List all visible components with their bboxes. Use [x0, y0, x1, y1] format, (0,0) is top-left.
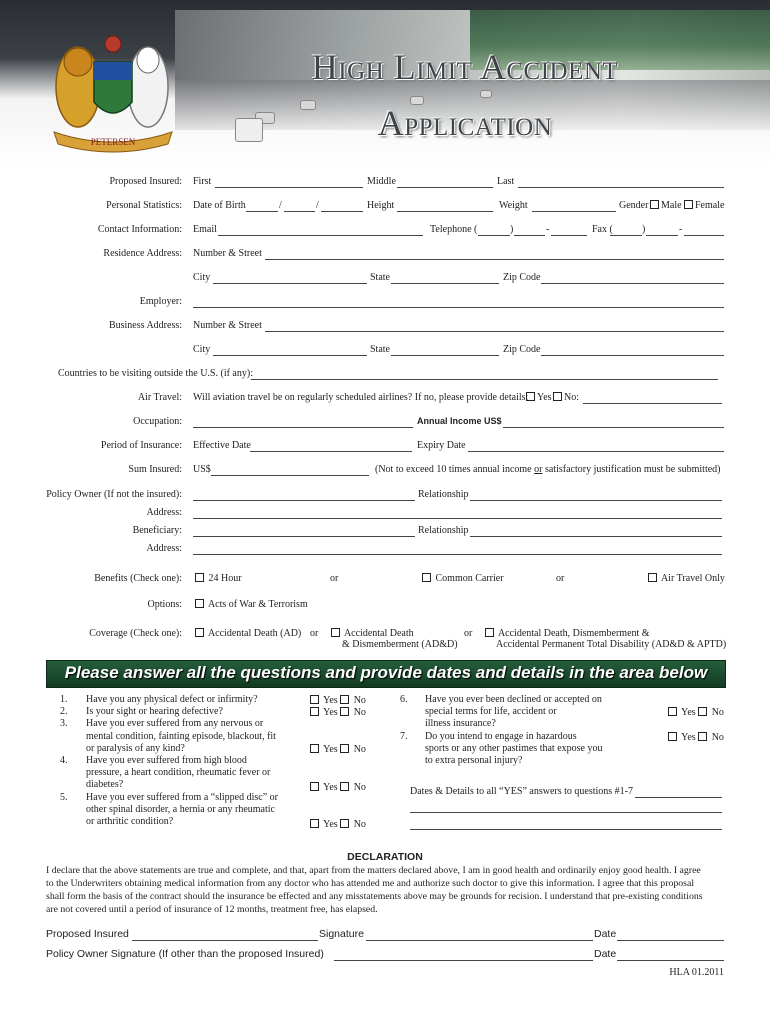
title-line-1: High Limit Accident [311, 47, 619, 87]
residence-zip-field[interactable] [541, 283, 724, 284]
owner-relationship-label: Relationship [418, 489, 469, 500]
checkbox-icon [310, 707, 319, 716]
owner-address-label: Address: [146, 507, 182, 518]
dob-separator: / [316, 200, 319, 211]
contact-information-label: Contact Information: [97, 224, 182, 235]
employer-label: Employer: [139, 296, 182, 307]
questions-numbers-right: 6. 7. [400, 694, 408, 742]
business-street-label: Number & Street [193, 320, 262, 331]
details-field-1[interactable] [635, 797, 722, 798]
owner-relationship-field[interactable] [470, 500, 722, 501]
checkbox-icon [698, 732, 707, 741]
or-text: or [330, 573, 339, 584]
gender-female-checkbox[interactable] [684, 200, 724, 211]
countries-label: Countries to be visiting outside the U.S. (if any): [58, 368, 253, 379]
questions-banner [46, 660, 726, 688]
last-name-label: Last [497, 176, 515, 187]
telephone-dash: - [546, 224, 550, 235]
owner-date-field[interactable] [617, 960, 724, 961]
benefits-label: Benefits (Check one): [94, 573, 182, 584]
form-code: HLA 01.2011 [669, 967, 724, 978]
checkbox-icon [684, 200, 693, 209]
or-text: or [310, 628, 319, 639]
date-label: Date [594, 928, 617, 940]
fax-area-field[interactable] [610, 235, 642, 236]
or-text: or [556, 573, 565, 584]
residence-state-label: State [370, 272, 390, 283]
date-label-2: Date [594, 948, 617, 960]
sum-currency-label: US$ [193, 464, 211, 475]
checkbox-icon [553, 392, 562, 401]
telephone-paren: ) [510, 224, 514, 235]
checkbox-icon [310, 695, 319, 704]
beneficiary-relationship-field[interactable] [470, 536, 722, 537]
signature-label: Signature [319, 928, 364, 940]
or-text: or [464, 628, 473, 639]
question-5: Have you ever suffered from a “slipped disc” or [86, 791, 278, 803]
policy-owner-label: Policy Owner (If not the insured): [46, 489, 182, 500]
checkbox-icon [310, 782, 319, 791]
employer-field[interactable] [193, 307, 724, 308]
expiry-date-field[interactable] [468, 451, 724, 452]
checkbox-icon [340, 819, 349, 828]
gender-female-label: Female [695, 200, 725, 211]
business-state-field[interactable] [391, 355, 499, 356]
residence-state-field[interactable] [391, 283, 499, 284]
details-field-2[interactable] [410, 812, 722, 813]
options-label: Options: [147, 599, 182, 610]
question-7: Do you intend to engage in hazardous [425, 730, 577, 742]
fax-label: Fax ( [592, 224, 613, 235]
residence-street-label: Number & Street [193, 248, 262, 259]
option-war-terrorism-checkbox[interactable] [195, 599, 308, 610]
coverage-label: Coverage (Check one): [89, 628, 182, 639]
air-travel-no-checkbox[interactable] [553, 392, 579, 403]
residence-city-field[interactable] [213, 283, 367, 284]
business-address-label: Business Address: [108, 320, 182, 331]
dob-month-field[interactable] [246, 211, 278, 212]
q6-yes-no[interactable]: Yes No [668, 707, 724, 718]
telephone-prefix-field[interactable] [514, 235, 545, 236]
expiry-date-label: Expiry Date [417, 440, 466, 451]
email-label: Email [193, 224, 217, 235]
declaration-text: I declare that the above statements are true and complete, and that, apart from the matters declared above, I am in good health and ordinarily enjoy good health. I agree to the Underwriters obtaining medical information from any doctor who has attended me and authorize such doctor to give this information. I agree that this proposal shall form the basis of the contract should the insurance be effected and any misstatements above may be grounds for recision. I understand that pre-existing conditions are not covered until a period of insurance of 12 months, treatment free, has elapsed. [46, 865, 703, 915]
q7-yes-no[interactable]: Yes No [668, 732, 724, 743]
signature-date-field[interactable] [617, 940, 724, 941]
fax-paren: ) [642, 224, 646, 235]
sum-insured-label: Sum Insured: [128, 464, 182, 475]
policy-owner-signature-field[interactable] [334, 960, 593, 961]
annual-income-field[interactable] [503, 427, 724, 428]
coat-of-arms-icon [44, 32, 182, 157]
checkbox-icon [668, 732, 677, 741]
weight-field[interactable] [532, 211, 616, 212]
header-banner [0, 0, 770, 165]
question-4: Have you ever suffered from high blood [86, 755, 247, 767]
details-field-3[interactable] [410, 829, 722, 830]
telephone-label: Telephone ( [430, 224, 478, 235]
business-street-field[interactable] [265, 331, 724, 332]
business-city-label: City [193, 344, 211, 355]
benefit-24-hour-checkbox[interactable] [195, 573, 242, 584]
air-travel-yes-label: Yes [537, 392, 552, 403]
checkbox-icon [698, 707, 707, 716]
policy-owner-field[interactable] [193, 500, 415, 501]
checkbox-icon [310, 744, 319, 753]
benefit-air-travel-label: Air Travel Only [660, 573, 725, 584]
declaration-heading: DECLARATION [347, 851, 423, 863]
coverage-ad-checkbox[interactable] [195, 628, 301, 639]
residence-zip-label: Zip Code [503, 272, 541, 283]
fax-prefix-field[interactable] [646, 235, 678, 236]
question-1: Have you any physical defect or infirmity? [86, 694, 258, 705]
air-travel-label: Air Travel: [137, 392, 182, 403]
annual-income-label: Annual Income US$ [417, 416, 502, 426]
question-3: Have you ever suffered from any nervous or [86, 718, 264, 730]
signature-field[interactable] [366, 940, 593, 941]
dob-label: Date of Birth [193, 200, 246, 211]
checkbox-icon [526, 392, 535, 401]
business-state-label: State [370, 344, 390, 355]
beneficiary-label: Beneficiary: [132, 525, 182, 536]
q3-yes-no[interactable]: Yes No [310, 744, 366, 755]
svg-text:PETERSEN: PETERSEN [90, 137, 136, 147]
fax-number-field[interactable] [684, 235, 724, 236]
checkbox-icon [310, 819, 319, 828]
period-of-insurance-label: Period of Insurance: [100, 440, 182, 451]
checkbox-icon [331, 628, 340, 637]
dob-year-field[interactable] [321, 211, 363, 212]
checkbox-icon [485, 628, 494, 637]
option-war-terrorism-label: Acts of War & Terrorism [207, 599, 308, 610]
air-travel-yes-checkbox[interactable] [526, 392, 552, 403]
middle-name-label: Middle [367, 176, 396, 187]
checkbox-icon [195, 628, 204, 637]
checkbox-icon [340, 782, 349, 791]
countries-field[interactable] [251, 379, 718, 380]
height-label: Height [367, 200, 395, 211]
checkbox-icon [195, 599, 204, 608]
sum-insured-field[interactable] [211, 475, 369, 476]
question-6: Have you ever been declined or accepted on [425, 694, 602, 705]
questions-numbers-left: 1. 2. 3. 4. 5. [60, 694, 68, 803]
beneficiary-address-label: Address: [146, 543, 182, 554]
coverage-add-label: Accidental Death [343, 628, 414, 639]
gender-male-checkbox[interactable] [650, 200, 682, 211]
checkbox-icon [648, 573, 657, 582]
question-2: Is your sight or hearing defective? [86, 706, 223, 718]
residence-street-field[interactable] [265, 259, 724, 260]
questions-left-text: Have you any physical defect or infirmity? Is your sight or hearing defective? Have you ever suffered from any nervous or mental condition, fainting episode, blackout, fit or paralysis of any kind? Have you ever suffered from high blood pressure, a heart condition, rheumatic fever or diabetes? Have you ever suffered from a “slipped disc” or other spinal disorder, a hernia or any rheumatic or arthritic condition? [86, 694, 278, 828]
benefit-air-travel-checkbox[interactable] [648, 573, 725, 584]
coverage-aptd-label: Accidental Death, Dismemberment & [497, 628, 650, 639]
page-title [175, 48, 755, 142]
details-label: Dates & Details to all “YES” answers to questions #1-7 [410, 786, 634, 797]
air-travel-no-label: No: [564, 392, 579, 403]
benefit-common-carrier-checkbox[interactable] [422, 573, 504, 584]
fax-dash: - [679, 224, 683, 235]
coverage-add-checkbox[interactable] [331, 628, 414, 639]
air-travel-details-field[interactable] [583, 403, 722, 404]
first-name-field[interactable] [215, 187, 363, 188]
sum-insured-note: (Not to exceed 10 times annual income or satisfactory justification must be submitted) [375, 464, 721, 475]
first-name-label: First [193, 176, 212, 187]
proposed-insured-name-field[interactable] [132, 940, 318, 941]
business-zip-label: Zip Code [503, 344, 541, 355]
questions-right-text: Have you ever been declined or accepted on special terms for life, accident or illness insurance? Do you intend to engage in hazardous sports or any other pastimes that expose you to extra personal injury? [425, 694, 603, 767]
policy-owner-sig-label: Policy Owner Signature (If other than the proposed Insured) [46, 948, 324, 960]
checkbox-icon [668, 707, 677, 716]
checkbox-icon [340, 707, 349, 716]
q4-yes-no[interactable]: Yes No [310, 782, 366, 793]
checkbox-icon [340, 695, 349, 704]
dob-separator: / [279, 200, 282, 211]
telephone-number-field[interactable] [551, 235, 587, 236]
checkbox-icon [650, 200, 659, 209]
benefit-24-hour-label: 24 Hour [208, 573, 242, 584]
business-city-field[interactable] [213, 355, 367, 356]
residence-address-label: Residence Address: [103, 248, 182, 259]
middle-name-field[interactable] [397, 187, 493, 188]
gender-male-label: Male [661, 200, 682, 211]
business-zip-field[interactable] [541, 355, 724, 356]
checkbox-icon [195, 573, 204, 582]
owner-address-field[interactable] [193, 518, 722, 519]
residence-city-label: City [193, 272, 211, 283]
coverage-add-label-2: & Dismemberment (AD&D) [342, 639, 458, 650]
checkbox-icon [340, 744, 349, 753]
weight-label: Weight [499, 200, 528, 211]
q2-yes-no[interactable]: Yes No [310, 707, 366, 718]
proposed-insured-label: Proposed Insured: [109, 176, 182, 187]
q1-yes-no[interactable]: Yes No [310, 695, 366, 706]
coverage-aptd-checkbox[interactable] [485, 628, 650, 639]
last-name-field[interactable] [518, 187, 724, 188]
coverage-aptd-label-2: Accidental Permanent Total Disability (AD&D & APTD) [496, 639, 727, 650]
beneficiary-relationship-label: Relationship [418, 525, 469, 536]
title-line-2: Application [377, 103, 553, 143]
occupation-label: Occupation: [133, 416, 182, 427]
telephone-area-field[interactable] [478, 235, 510, 236]
effective-date-field[interactable] [250, 451, 412, 452]
air-travel-question: Will aviation travel be on regularly scheduled airlines? If no, please provide details: [193, 392, 529, 403]
dob-day-field[interactable] [284, 211, 315, 212]
effective-date-label: Effective Date [193, 440, 251, 451]
banner-text: Please answer all the questions and provide dates and details in the area below [64, 663, 708, 682]
checkbox-icon [422, 573, 431, 582]
beneficiary-address-field[interactable] [193, 554, 722, 555]
benefit-common-carrier-label: Common Carrier [435, 573, 504, 584]
q5-yes-no[interactable]: Yes No [310, 819, 366, 830]
height-field[interactable] [397, 211, 493, 212]
gender-label: Gender [619, 200, 649, 211]
personal-statistics-label: Personal Statistics: [106, 200, 182, 211]
occupation-field[interactable] [193, 427, 413, 428]
email-field[interactable] [218, 235, 423, 236]
beneficiary-field[interactable] [193, 536, 415, 537]
coverage-ad-label: Accidental Death (AD) [207, 628, 302, 639]
proposed-insured-sig-label: Proposed Insured [46, 928, 129, 940]
